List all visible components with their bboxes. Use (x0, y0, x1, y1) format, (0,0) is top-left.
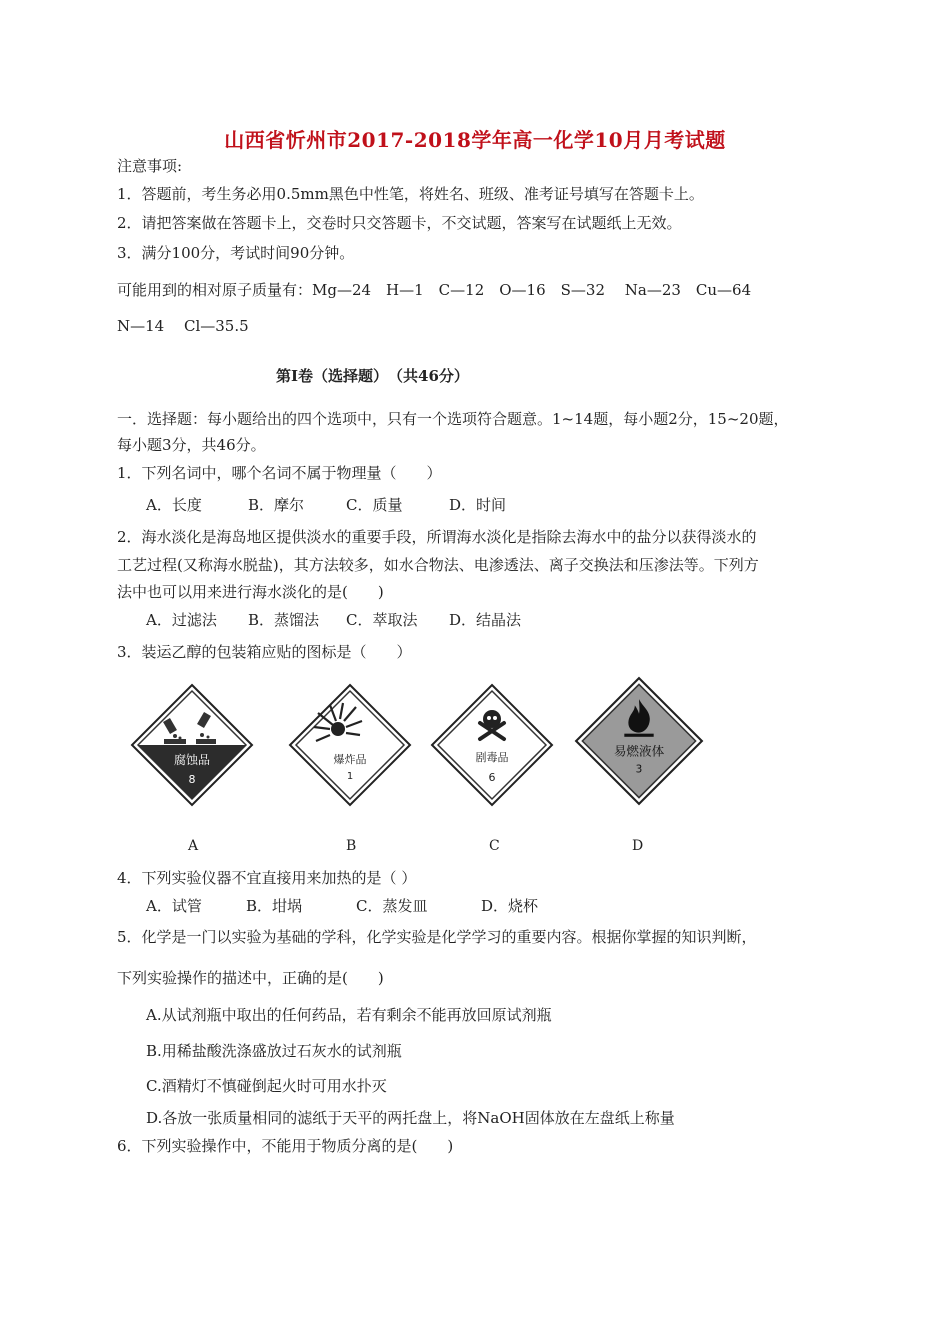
sign-a-number: 8 (188, 773, 196, 786)
q4-option-c: C．蒸发皿 (356, 897, 428, 915)
q5-option-a: A.从试剂瓶中取出的任何药品，若有剩余不能再放回原试剂瓶 (146, 1006, 552, 1024)
page-title: 山西省忻州市2017-2018学年高一化学10月月考试题 (224, 128, 726, 152)
sign-caption-a: A (188, 838, 199, 854)
atomic-masses-line-1: 可能用到的相对原子质量有：Mg—24 H—1 C—12 O—16 S—32 Na—23 Cu—64 (117, 281, 752, 299)
sign-caption-c: C (489, 838, 500, 854)
question-2-stem-line-3: 法中也可以用来进行海水淡化的是( ) (117, 583, 384, 601)
notice-item-1: 1．答题前，考生务必用0.5mm黑色中性笔，将姓名、班级、准考证号填写在答题卡上。 (117, 185, 704, 203)
notice-item-3: 3．满分100分，考试时间90分钟。 (117, 244, 355, 262)
sign-a-label: 腐蚀品 (173, 753, 211, 767)
toxic-hazard-sign (430, 683, 554, 807)
question-5-stem-line-1: 5．化学是一门以实验为基础的学科，化学实验是化学学习的重要内容。根据你掌握的知识判断， (117, 928, 757, 946)
question-3-stem: 3．装运乙醇的包装箱应贴的图标是（ ） (117, 643, 412, 661)
q4-option-a: A．试管 (146, 897, 202, 915)
q2-option-d: D．结晶法 (449, 611, 522, 629)
q1-option-b: B．摩尔 (248, 496, 305, 514)
corrosive-hazard-sign (130, 683, 254, 807)
instructions-line-2: 每小题3分，共46分。 (117, 436, 266, 454)
instructions-line-1: 一．选择题：每小题给出的四个选项中，只有一个选项符合题意。1~14题，每小题2分，15~20题， (117, 410, 789, 428)
q4-option-b: B．坩埚 (246, 897, 303, 915)
explosive-hazard-sign (288, 683, 412, 807)
question-4-stem: 4．下列实验仪器不宜直接用来加热的是（ ） (117, 869, 417, 887)
section-title: 第Ⅰ卷（选择题） （共46分） (276, 367, 469, 385)
question-6-stem: 6．下列实验操作中，不能用于物质分离的是( ) (117, 1137, 454, 1155)
q2-option-a: A．过滤法 (146, 611, 217, 629)
sign-c-number: 6 (488, 771, 496, 784)
q1-option-c: C．质量 (346, 496, 403, 514)
sign-c-label: 剧毒品 (475, 751, 509, 764)
q2-option-b: B．蒸馏法 (248, 611, 320, 629)
notice-heading: 注意事项: (117, 157, 183, 175)
notice-item-2: 2．请把答案做在答题卡上，交卷时只交答题卡，不交试题，答案写在试题纸上无效。 (117, 214, 682, 232)
q2-option-c: C．萃取法 (346, 611, 418, 629)
sign-d-number: 3 (635, 763, 643, 776)
question-2-stem-line-1: 2．海水淡化是海岛地区提供淡水的重要手段，所谓海水淡化是指除去海水中的盐分以获得淡水的 (117, 528, 757, 546)
sign-caption-d: D (632, 838, 644, 854)
sign-b-number: 1 (346, 771, 354, 782)
question-2-stem-line-2: 工艺过程(又称海水脱盐)，其方法较多，如水合物法、电渗透法、离子交换法和压渗法等。下列方 (117, 556, 759, 574)
q5-option-b: B.用稀盐酸洗涤盛放过石灰水的试剂瓶 (146, 1042, 402, 1060)
q1-option-a: A．长度 (146, 496, 202, 514)
q4-option-d: D．烧杯 (481, 897, 539, 915)
q5-option-c: C.酒精灯不慎碰倒起火时可用水扑灭 (146, 1077, 387, 1095)
atomic-masses-line-2: N—14 Cl—35.5 (117, 317, 249, 335)
question-5-stem-line-2: 下列实验操作的描述中，正确的是( ) (117, 969, 384, 987)
q1-option-d: D．时间 (449, 496, 507, 514)
question-1-stem: 1．下列名词中，哪个名词不属于物理量（ ） (117, 464, 442, 482)
sign-b-label: 爆炸品 (333, 753, 367, 766)
q5-option-d: D.各放一张质量相同的滤纸于天平的两托盘上，将NaOH固体放在左盘纸上称量 (146, 1109, 675, 1127)
flammable-liquid-hazard-sign (574, 676, 704, 806)
sign-caption-b: B (346, 838, 357, 854)
sign-d-label: 易燃液体 (613, 743, 665, 759)
